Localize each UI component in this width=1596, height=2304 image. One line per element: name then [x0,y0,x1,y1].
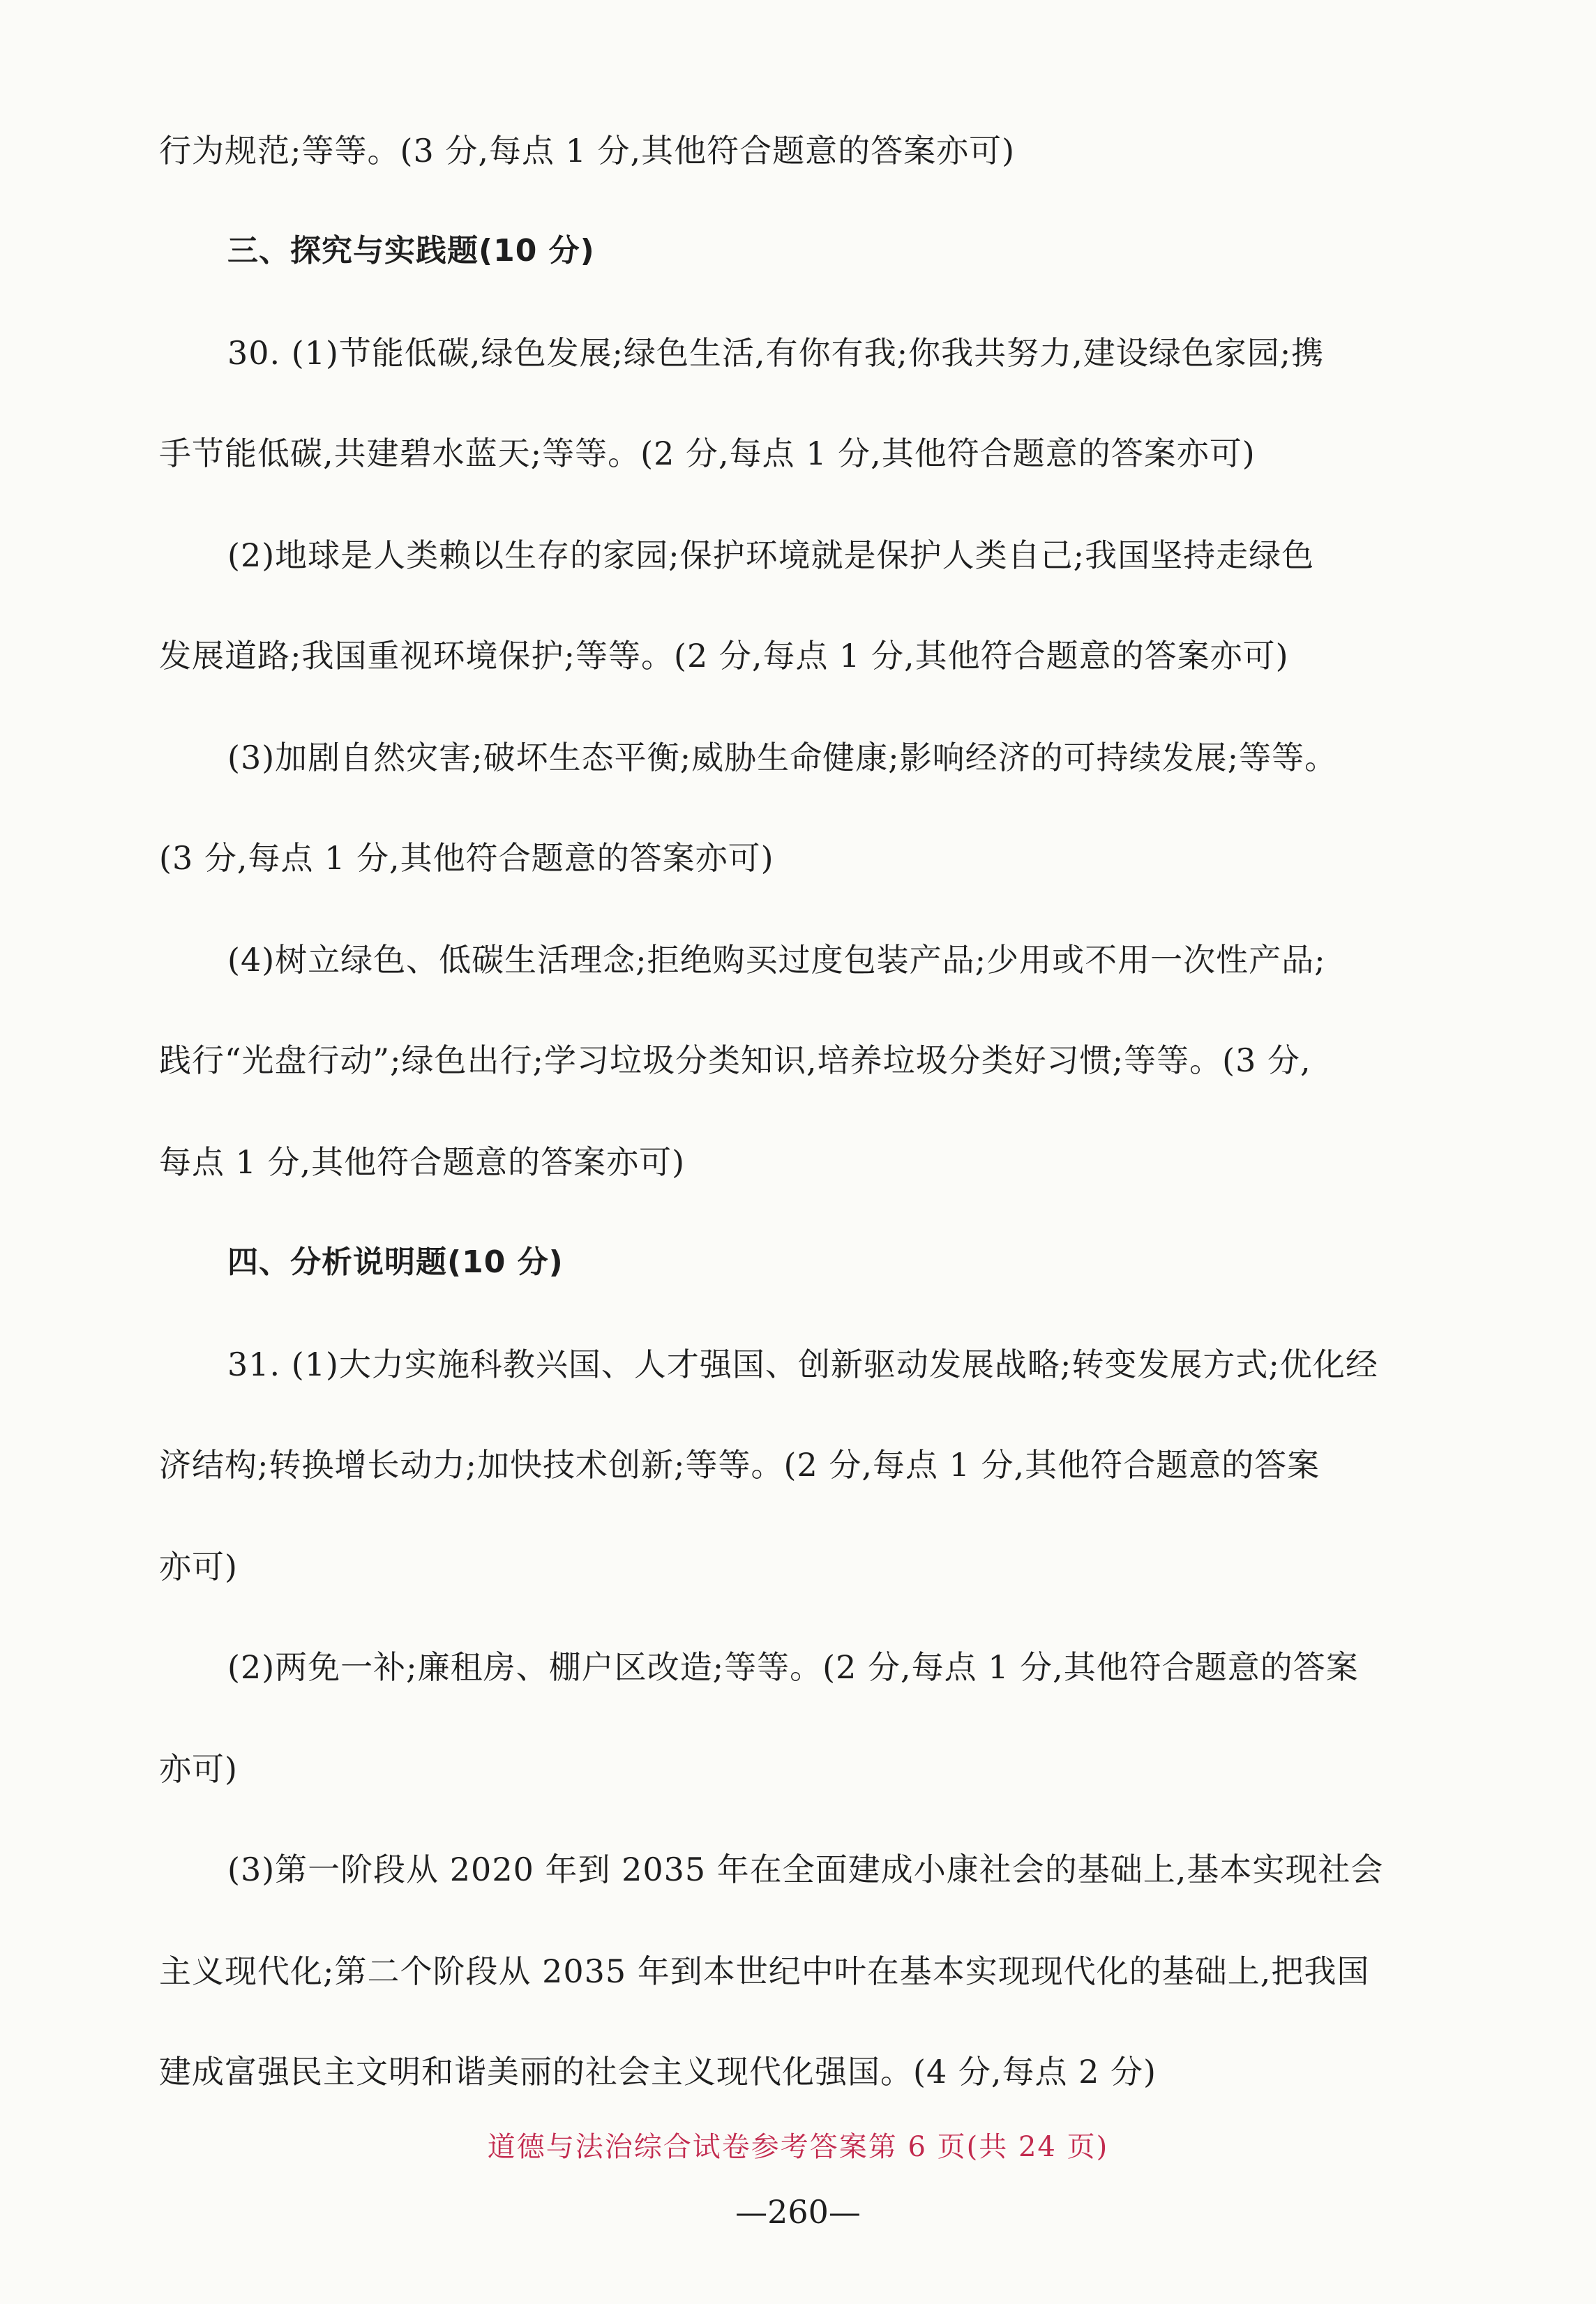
page-number: —260— [735,2193,861,2231]
text-line: (3 分,每点 1 分,其他符合题意的答案亦可) [159,839,774,877]
text-line: (3)第一阶段从 2020 年到 2035 年在全面建成小康社会的基础上,基本实现社会 [227,1851,1384,1888]
text-line: 亦可) [159,1750,238,1788]
text-line: (2)两免一补;廉租房、棚户区改造;等等。(2 分,每点 1 分,其他符合题意的答案 [227,1648,1359,1686]
text-line: 践行“光盘行动”;绿色出行;学习垃圾分类知识,培养垃圾分类好习惯;等等。(3 分, [159,1041,1311,1079]
text-line: 每点 1 分,其他符合题意的答案亦可) [159,1143,686,1181]
text-line: (3)加剧自然灾害;破坏生态平衡;威胁生命健康;影响经济的可持续发展;等等。 [227,739,1338,776]
text-line: 亦可) [159,1548,238,1586]
text-line: 建成富强民主文明和谐美丽的社会主义现代化强国。(4 分,每点 2 分) [159,2053,1157,2091]
page-footer: 道德与法治综合试卷参考答案第 6 页(共 24 页) [487,2131,1109,2163]
text-line: 30. (1)节能低碳,绿色发展;绿色生活,有你有我;你我共努力,建设绿色家园;携 [227,334,1325,372]
text-line: 31. (1)大力实施科教兴国、人才强国、创新驱动发展战略;转变发展方式;优化经 [227,1346,1378,1383]
text-line: 发展道路;我国重视环境保护;等等。(2 分,每点 1 分,其他符合题意的答案亦可) [159,637,1289,675]
text-line: 手节能低碳,共建碧水蓝天;等等。(2 分,每点 1 分,其他符合题意的答案亦可) [159,435,1256,472]
text-line: (4)树立绿色、低碳生活理念;拒绝购买过度包装产品;少用或不用一次性产品; [227,941,1326,979]
text-line: 行为规范;等等。(3 分,每点 1 分,其他符合题意的答案亦可) [159,132,1016,170]
text-line: (2)地球是人类赖以生存的家园;保护环境就是保护人类自己;我国坚持走绿色 [227,536,1315,574]
section-heading: 三、探究与实践题(10 分) [227,233,595,269]
section-heading: 四、分析说明题(10 分) [227,1244,564,1280]
text-line: 济结构;转换增长动力;加快技术创新;等等。(2 分,每点 1 分,其他符合题意的答案 [159,1446,1320,1484]
text-line: 主义现代化;第二个阶段从 2035 年到本世纪中叶在基本实现现代化的基础上,把我国 [159,1952,1370,1990]
